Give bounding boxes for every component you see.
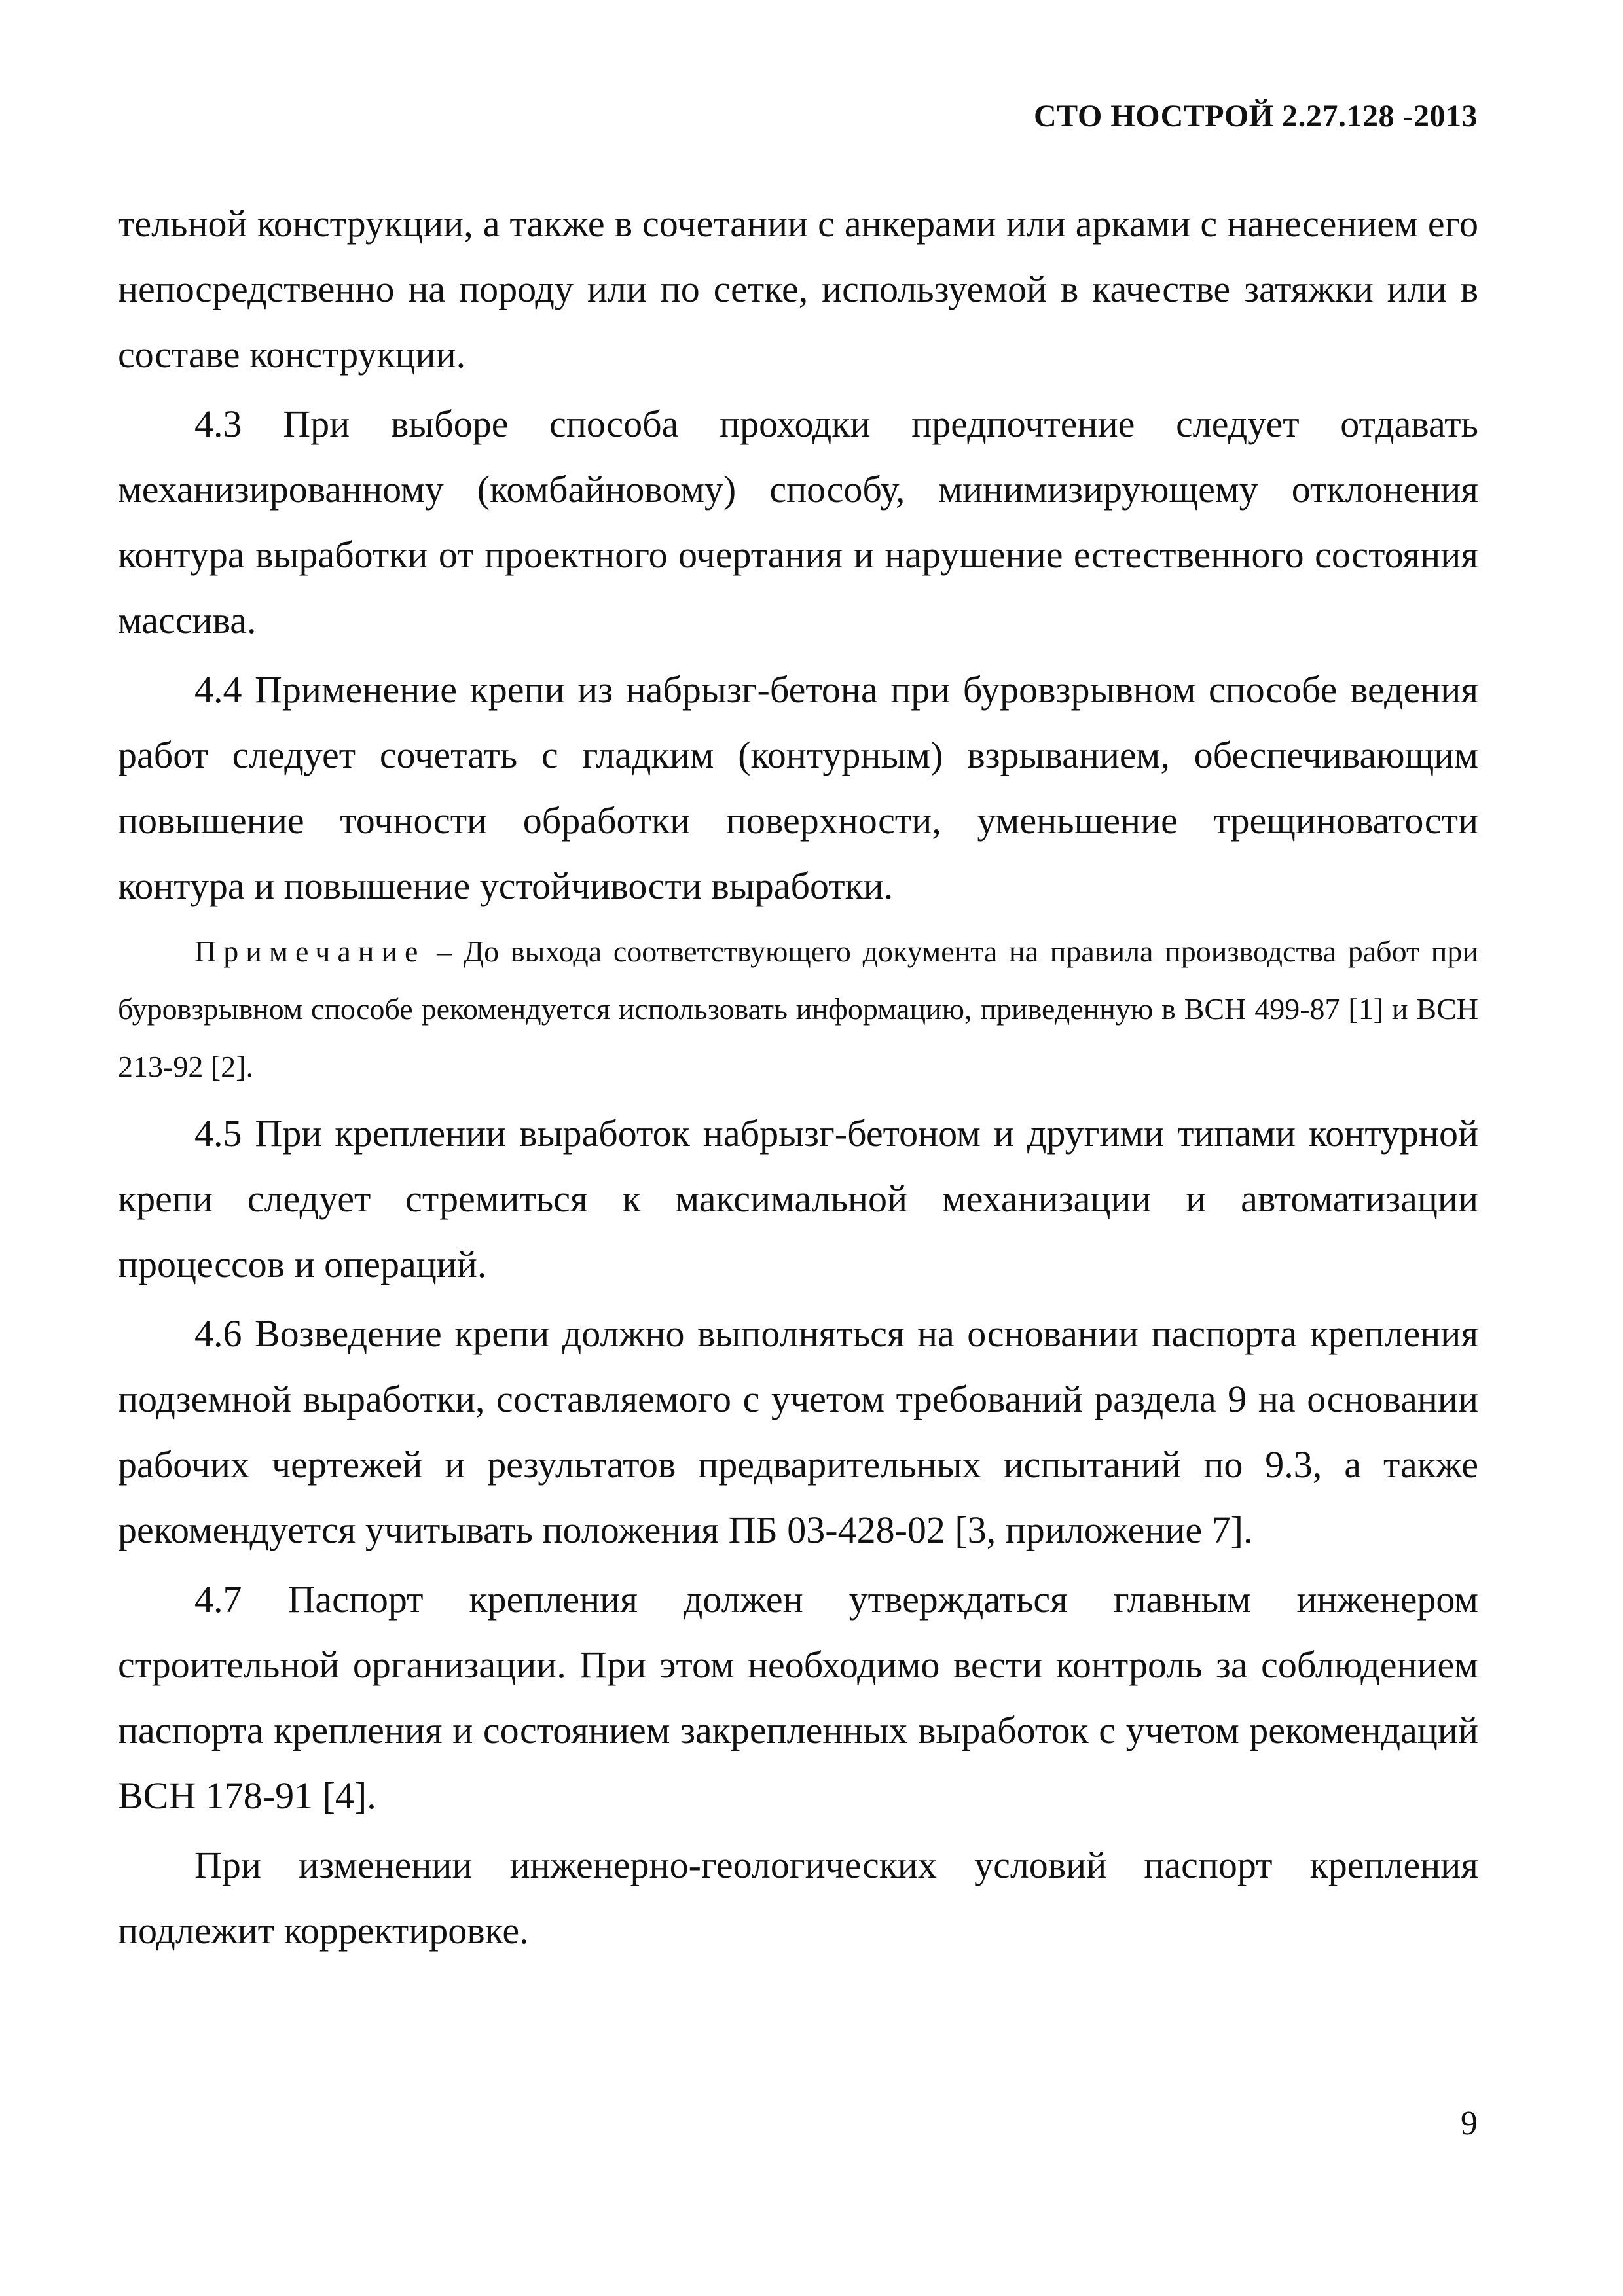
document-code-header: СТО НОСТРОЙ 2.27.128 -2013 [1033, 99, 1478, 134]
note-block [118, 923, 1478, 1096]
paragraph-4-7: 4.7 Паспорт крепления должен утверждаться главным инженером строительной организации. При этом необходимо вести контроль за соблюдением паспорта крепления и состоянием закрепленных выработок с учетом рекомендаций ВСН 178-91 [4]. [118, 1578, 1478, 1817]
paragraph-4-3: 4.3 При выборе способа проходки предпочтение следует отдавать механизированному (комбайновому) способу, минимизирующему отклонения контура выработки от проектного очертания и нарушение естественного состояния массива. [118, 403, 1478, 641]
paragraph-4-6: 4.6 Возведение крепи должно выполняться на основании паспорта крепления подземной выработки, составляемого с учетом требований раздела 9 на основании рабочих чертежей и результатов предварительных испытаний по 9.3, а также рекомендуется учитывать положения ПБ 03-428-02 [3, приложение 7]. [118, 1312, 1478, 1551]
note-text: – До выхода соответствующего документа на правила производства работ при буровзрывном способе рекомендуется использовать информацию, приведенную в ВСН 499-87 [1] и ВСН 213-92 [2]. [118, 935, 1478, 1083]
document-body [118, 191, 1478, 1964]
paragraph-4-7-continuation: При изменении инженерно-геологических условий паспорт крепления подлежит корректировке. [118, 1844, 1478, 1952]
note-label: Примечание [194, 935, 426, 968]
paragraph-4-5: 4.5 При креплении выработок набрызг-бетоном и другими типами контурной крепи следует стремиться к максимальной механизации и автоматизации процессов и операций. [118, 1112, 1478, 1285]
page-number: 9 [1461, 2105, 1478, 2142]
paragraph-4-4: 4.4 Применение крепи из набрызг-бетона при буровзрывном способе ведения работ следует сочетать с гладким (контурным) взрыванием, обеспечивающим повышение точности обработки поверхности, уменьшение трещиноватости контура и повышение устойчивости выработки. [118, 668, 1478, 907]
paragraph-continuation: тельной конструкции, а также в сочетании с анкерами или арками с нанесением его непосредственно на породу или по сетке, используемой в качестве затяжки или в составе конструкции. [118, 202, 1478, 376]
